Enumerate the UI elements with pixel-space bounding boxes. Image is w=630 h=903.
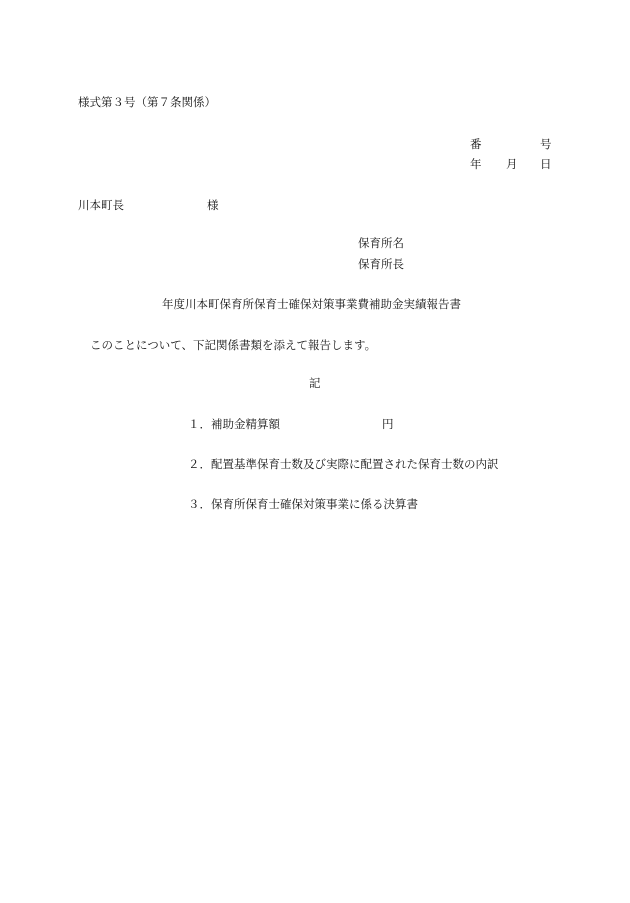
facility-name-label: 保育所名 [358, 236, 404, 250]
date-year-label: 年 [470, 157, 482, 171]
item-text: 配置基準保育士数及び実際に配置された保育士数の内訳 [211, 457, 499, 471]
document-number-label: 番 [470, 137, 482, 151]
document-title: 年度川本町保育所保育士確保対策事業費補助金実績報告書 [162, 297, 461, 311]
item-text: 保育所保育士確保対策事業に係る決算書 [211, 497, 418, 511]
addressee-honorific: 様 [207, 198, 219, 212]
document-number-suffix: 号 [540, 137, 552, 151]
body-text: このことについて、下記関係書類を添えて報告します。 [90, 338, 377, 352]
list-item [188, 499, 418, 511]
form-number: 様式第３号（第７条関係） [78, 95, 216, 109]
ki-heading: 記 [309, 376, 321, 390]
item-number: １． [188, 417, 211, 431]
item-number: ２． [188, 457, 211, 471]
date-month-label: 月 [506, 157, 518, 171]
addressee-title: 川本町長 [78, 198, 124, 212]
list-item [188, 419, 280, 431]
item-unit: 円 [382, 417, 394, 431]
item-number: ３． [188, 497, 211, 511]
facility-head-label: 保育所長 [358, 257, 404, 271]
item-text: 補助金精算額 [211, 417, 280, 431]
list-item [188, 459, 499, 471]
date-day-label: 日 [540, 157, 552, 171]
